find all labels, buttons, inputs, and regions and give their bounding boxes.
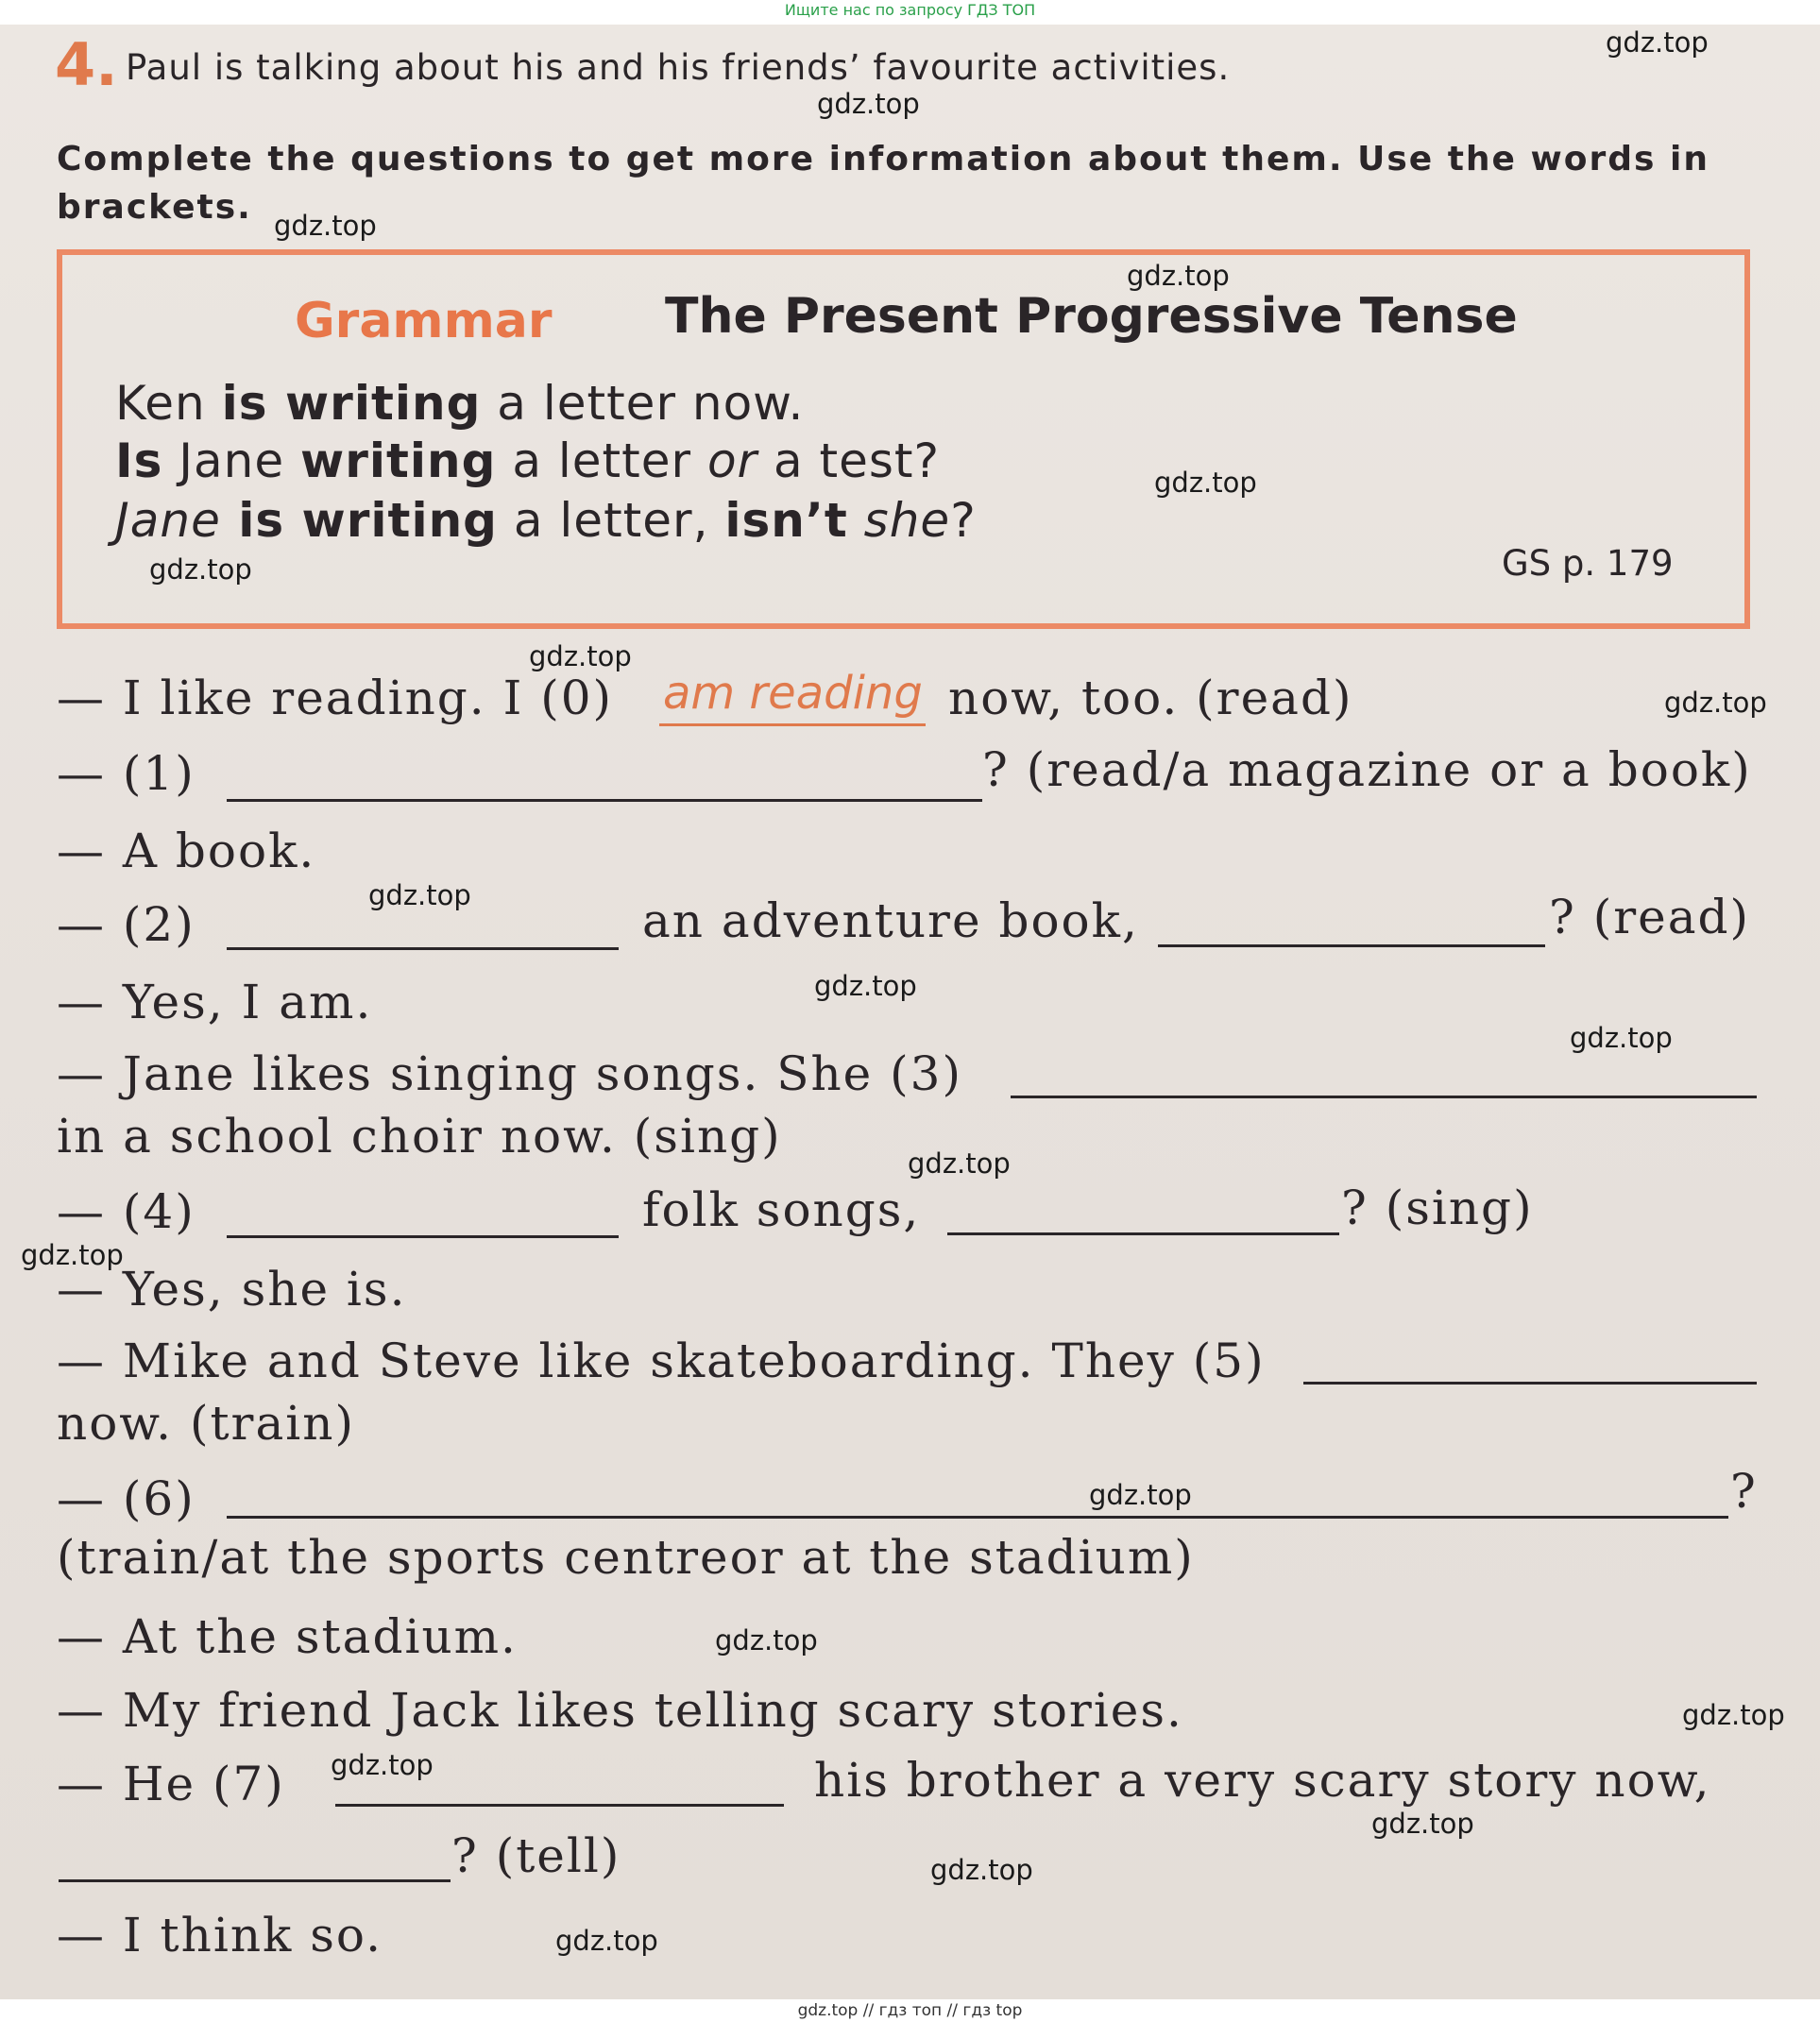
text: Ken [115,376,222,431]
watermark: gdz.top [21,1239,124,1271]
watermark: gdz.top [368,879,471,911]
text: a letter [496,433,707,488]
watermark: gdz.top [149,553,252,586]
answer-blank-2b[interactable] [1158,944,1545,947]
dialogue-line-12-end: ? [1730,1464,1758,1519]
grammar-example-2 [115,433,940,488]
watermark: gdz.top [274,210,377,242]
text: a letter now. [481,376,805,431]
watermark: gdz.top [1089,1479,1192,1511]
watermark: gdz.top [1664,687,1767,719]
watermark: gdz.top [1154,467,1257,499]
watermark: gdz.top [331,1749,434,1781]
dialogue-line-17: ? (tell) [451,1828,621,1883]
text: a test? [757,433,941,488]
dialogue-line-7: in a school choir now. (sing) [57,1109,782,1164]
dialogue-line-9: — Yes, she is. [57,1262,407,1317]
text: ? [950,493,977,548]
text-italic: Jane [115,493,221,548]
text-bold: writing [300,433,497,488]
dialogue-line-11: now. (train) [57,1396,355,1451]
exercise-number: 4. [55,30,118,99]
answer-blank-1[interactable] [227,799,982,802]
dialogue-line-16-cont: his brother a very scary story now, [814,1753,1711,1808]
dialogue-line-2-cont: ? (read/a magazine or a book) [982,742,1752,797]
dialogue-line-12: — (6) [57,1471,196,1526]
watermark: gdz.top [1127,260,1230,292]
dialogue-line-3: — A book. [57,824,316,878]
watermark: gdz.top [814,970,917,1002]
grammar-example-3 [115,493,977,548]
answer-blank-0 [659,723,926,726]
watermark: gdz.top [817,88,920,120]
text: a letter, [497,493,725,548]
dialogue-line-18: — I think so. [57,1908,383,1963]
dialogue-line-2: — (1) [57,746,196,801]
watermark: gdz.top [1371,1808,1474,1840]
answer-blank-6[interactable] [227,1516,1728,1519]
top-banner: Ищите нас по запросу ГДЗ ТОП [0,0,1820,25]
answer-0: am reading [663,667,923,720]
dialogue-line-5: — Yes, I am. [57,975,373,1029]
exercise-intro: Paul is talking about his and his friends’ favourite activities. [126,47,1231,88]
watermark: gdz.top [908,1147,1011,1180]
dialogue-line-1-cont: now, too. (read) [948,671,1353,725]
dialogue-line-13: (train/at the sports centreor at the stadium) [57,1530,1195,1585]
dialogue-line-8-mid: folk songs, [642,1182,921,1237]
text-italic: or [706,433,758,488]
text-bold: is writing [220,493,498,548]
watermark: gdz.top [1682,1699,1785,1731]
exercise-instruction-cont: brackets. [57,188,252,227]
watermark: gdz.top [529,640,632,672]
text-bold: isn’t [724,493,848,548]
answer-blank-7b[interactable] [59,1879,451,1882]
dialogue-line-1: — I like reading. I (0) [57,671,614,725]
text: Jane [162,433,300,488]
dialogue-line-16: — He (7) [57,1757,285,1811]
watermark: gdz.top [1570,1022,1673,1054]
watermark: gdz.top [555,1925,658,1957]
grammar-title: The Present Progressive Tense [665,288,1518,345]
answer-blank-5[interactable] [1303,1382,1757,1385]
dialogue-line-10: — Mike and Steve like skateboarding. They (5) [57,1334,1266,1388]
grammar-reference: GS p. 179 [1502,543,1674,584]
bottom-banner: gdz.top // гдз топ // гдз top [0,1999,1820,2022]
watermark: gdz.top [930,1854,1033,1886]
dialogue-line-4-mid: an adventure book, [642,893,1139,948]
dialogue-line-8: — (4) [57,1184,196,1239]
dialogue-line-14: — At the stadium. [57,1609,518,1664]
exercise-instruction: Complete the questions to get more information about them. Use the words in [57,140,1709,178]
dialogue-line-6: — Jane likes singing songs. She (3) [57,1046,962,1101]
text-italic: she [847,493,951,548]
grammar-label: Grammar [295,293,553,349]
answer-blank-7a[interactable] [335,1804,784,1807]
watermark: gdz.top [715,1624,818,1657]
dialogue-line-8-end: ? (sing) [1341,1181,1534,1235]
answer-blank-3[interactable] [1011,1096,1757,1098]
dialogue-line-4-end: ? (read) [1549,890,1751,944]
text-bold: Is [115,433,163,488]
dialogue-line-15: — My friend Jack likes telling scary stories. [57,1683,1183,1738]
text-bold: is writing [221,376,482,431]
grammar-example-1 [115,376,804,431]
answer-blank-4b[interactable] [947,1232,1339,1235]
dialogue-line-4: — (2) [57,897,196,952]
watermark: gdz.top [1606,26,1709,59]
answer-blank-4a[interactable] [227,1235,619,1238]
answer-blank-2a[interactable] [227,947,619,950]
